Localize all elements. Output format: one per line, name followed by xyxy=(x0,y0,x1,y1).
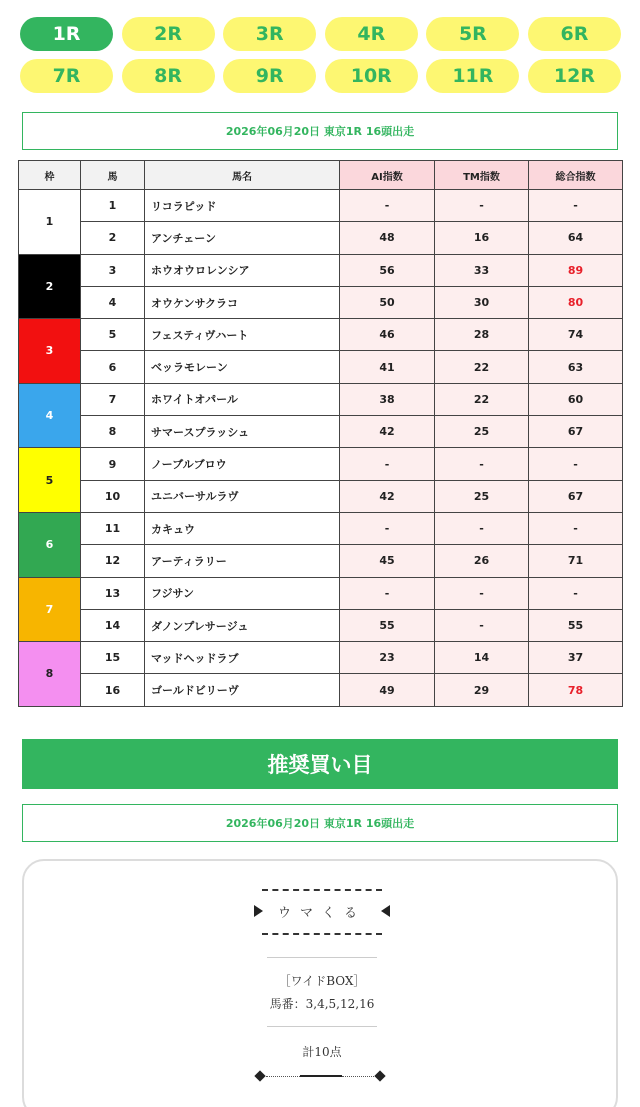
horse-name: オウケンサクラコ xyxy=(145,286,340,318)
ornament-diamond-left-icon xyxy=(254,1070,265,1081)
horse-name: フジサン xyxy=(145,577,340,609)
tm-index: 26 xyxy=(435,545,529,577)
race-tab-8r[interactable]: 8R xyxy=(122,59,215,93)
ornament-dots-left xyxy=(266,1076,300,1077)
ai-index: 56 xyxy=(340,254,435,286)
horse-number: 12 xyxy=(81,545,145,577)
ai-index: - xyxy=(340,577,435,609)
horse-number: 3 xyxy=(81,254,145,286)
tm-index: 22 xyxy=(435,351,529,383)
horse-number: 13 xyxy=(81,577,145,609)
tm-index: - xyxy=(435,609,529,641)
waku-cell: 4 xyxy=(19,383,81,448)
total-index: 63 xyxy=(529,351,623,383)
tm-index: 25 xyxy=(435,416,529,448)
header-horse-number: 馬 xyxy=(81,161,145,190)
tm-index: 22 xyxy=(435,383,529,415)
ai-index: 42 xyxy=(340,416,435,448)
tm-index: - xyxy=(435,577,529,609)
table-row xyxy=(19,222,623,254)
race-tabs xyxy=(20,17,622,93)
table-row xyxy=(19,448,623,480)
divider-bottom xyxy=(267,1026,377,1027)
table-body xyxy=(19,190,623,707)
total-index: 78 xyxy=(529,674,623,706)
tm-index: - xyxy=(435,512,529,544)
ai-index: 38 xyxy=(340,383,435,415)
tm-index: 30 xyxy=(435,286,529,318)
header-total-index: 総合指数 xyxy=(529,161,623,190)
brand-logo xyxy=(262,889,382,935)
brand-name: ウマくる xyxy=(277,906,366,921)
horse-number: 10 xyxy=(81,480,145,512)
table-row xyxy=(19,383,623,415)
total-index: 89 xyxy=(529,254,623,286)
brand-right-arrow-icon xyxy=(381,905,390,917)
total-index: - xyxy=(529,448,623,480)
table-row xyxy=(19,254,623,286)
horse-number: 2 xyxy=(81,222,145,254)
ornament-line xyxy=(300,1075,342,1077)
horse-number: 1 xyxy=(81,190,145,222)
ornament-diamond-right-icon xyxy=(374,1070,385,1081)
horse-name: マッドヘッドラブ xyxy=(145,642,340,674)
ai-index: 46 xyxy=(340,319,435,351)
table-row xyxy=(19,286,623,318)
total-index: 67 xyxy=(529,416,623,448)
tm-index: 28 xyxy=(435,319,529,351)
tm-index: 16 xyxy=(435,222,529,254)
table-row xyxy=(19,319,623,351)
ai-index: - xyxy=(340,448,435,480)
table-row xyxy=(19,512,623,544)
horse-index-table xyxy=(18,160,623,707)
total-index: 55 xyxy=(529,609,623,641)
tm-index: 33 xyxy=(435,254,529,286)
race-tab-7r[interactable]: 7R xyxy=(20,59,113,93)
header-tm-index: TM指数 xyxy=(435,161,529,190)
horse-number: 9 xyxy=(81,448,145,480)
waku-cell: 5 xyxy=(19,448,81,513)
waku-cell: 1 xyxy=(19,190,81,255)
ai-index: 50 xyxy=(340,286,435,318)
divider-top xyxy=(267,957,377,958)
ornament-divider xyxy=(256,1071,386,1081)
tm-index: 25 xyxy=(435,480,529,512)
waku-cell: 8 xyxy=(19,642,81,707)
race-tab-5r[interactable]: 5R xyxy=(426,17,519,51)
recommend-banner xyxy=(22,739,618,789)
table-row xyxy=(19,545,623,577)
horse-name: ノーブルブロウ xyxy=(145,448,340,480)
horse-name: アンチェーン xyxy=(145,222,340,254)
total-index: 60 xyxy=(529,383,623,415)
tm-index: - xyxy=(435,190,529,222)
horse-name: ゴールドビリーヴ xyxy=(145,674,340,706)
horse-number: 16 xyxy=(81,674,145,706)
table-row xyxy=(19,642,623,674)
total-index: 71 xyxy=(529,545,623,577)
bet-type: ［ワイドBOX］ xyxy=(278,974,366,988)
table-row xyxy=(19,416,623,448)
race-info-header xyxy=(22,112,618,150)
race-tab-6r[interactable]: 6R xyxy=(528,17,621,51)
recommend-race-info-text: 2026年06月20日 東京1R 16頭出走 xyxy=(225,817,415,830)
tm-index: 29 xyxy=(435,674,529,706)
horse-number: 5 xyxy=(81,319,145,351)
table-row xyxy=(19,480,623,512)
waku-cell: 2 xyxy=(19,254,81,319)
waku-cell: 7 xyxy=(19,577,81,642)
race-tab-4r[interactable]: 4R xyxy=(325,17,418,51)
race-info-text: 2026年06月20日 東京1R 16頭出走 xyxy=(225,125,415,138)
tm-index: 14 xyxy=(435,642,529,674)
recommend-banner-title: 推奨買い目 xyxy=(267,753,373,777)
horse-number: 4 xyxy=(81,286,145,318)
horse-name: ユニバーサルラヴ xyxy=(145,480,340,512)
header-horse-name: 馬名 xyxy=(145,161,340,190)
race-tab-12r[interactable]: 12R xyxy=(528,59,621,93)
ai-index: - xyxy=(340,512,435,544)
total-index: 80 xyxy=(529,286,623,318)
horse-number: 7 xyxy=(81,383,145,415)
horse-name: リコラピッド xyxy=(145,190,340,222)
horse-name: フェスティヴハート xyxy=(145,319,340,351)
recommend-card xyxy=(22,859,618,1107)
recommend-race-info xyxy=(22,804,618,842)
horse-number: 8 xyxy=(81,416,145,448)
ai-index: 45 xyxy=(340,545,435,577)
table-row xyxy=(19,577,623,609)
total-index: - xyxy=(529,577,623,609)
horse-name: ホワイトオパール xyxy=(145,383,340,415)
bet-horses: 馬番：3,4,5,12,16 xyxy=(269,997,375,1011)
ai-index: 41 xyxy=(340,351,435,383)
total-index: 37 xyxy=(529,642,623,674)
horse-name: ホウオウロレンシア xyxy=(145,254,340,286)
total-index: 67 xyxy=(529,480,623,512)
ai-index: 48 xyxy=(340,222,435,254)
header-ai-index: AI指数 xyxy=(340,161,435,190)
horse-number: 14 xyxy=(81,609,145,641)
table-row xyxy=(19,674,623,706)
total-index: - xyxy=(529,512,623,544)
table-row xyxy=(19,609,623,641)
horse-name: ダノンプレサージュ xyxy=(145,609,340,641)
table-header-row xyxy=(19,161,623,190)
horse-name: ベッラモレーン xyxy=(145,351,340,383)
horse-name: アーティラリー xyxy=(145,545,340,577)
race-tab-1r[interactable]: 1R xyxy=(20,17,113,51)
horse-number: 15 xyxy=(81,642,145,674)
horse-number: 6 xyxy=(81,351,145,383)
table-row xyxy=(19,351,623,383)
total-index: 74 xyxy=(529,319,623,351)
total-index: - xyxy=(529,190,623,222)
ai-index: - xyxy=(340,190,435,222)
bet-total: 計10点 xyxy=(302,1045,342,1059)
race-tab-2r[interactable]: 2R xyxy=(122,17,215,51)
race-tab-11r[interactable]: 11R xyxy=(426,59,519,93)
horse-name: サマースプラッシュ xyxy=(145,416,340,448)
race-tab-3r[interactable]: 3R xyxy=(223,17,316,51)
total-index: 64 xyxy=(529,222,623,254)
race-tab-10r[interactable]: 10R xyxy=(325,59,418,93)
ai-index: 23 xyxy=(340,642,435,674)
waku-cell: 6 xyxy=(19,512,81,577)
race-tab-9r[interactable]: 9R xyxy=(223,59,316,93)
ornament-dots-right xyxy=(342,1076,376,1077)
ai-index: 49 xyxy=(340,674,435,706)
table-row xyxy=(19,190,623,222)
ai-index: 55 xyxy=(340,609,435,641)
header-waku: 枠 xyxy=(19,161,81,190)
tm-index: - xyxy=(435,448,529,480)
horse-name: カキュウ xyxy=(145,512,340,544)
horse-number: 11 xyxy=(81,512,145,544)
waku-cell: 3 xyxy=(19,319,81,384)
ai-index: 42 xyxy=(340,480,435,512)
